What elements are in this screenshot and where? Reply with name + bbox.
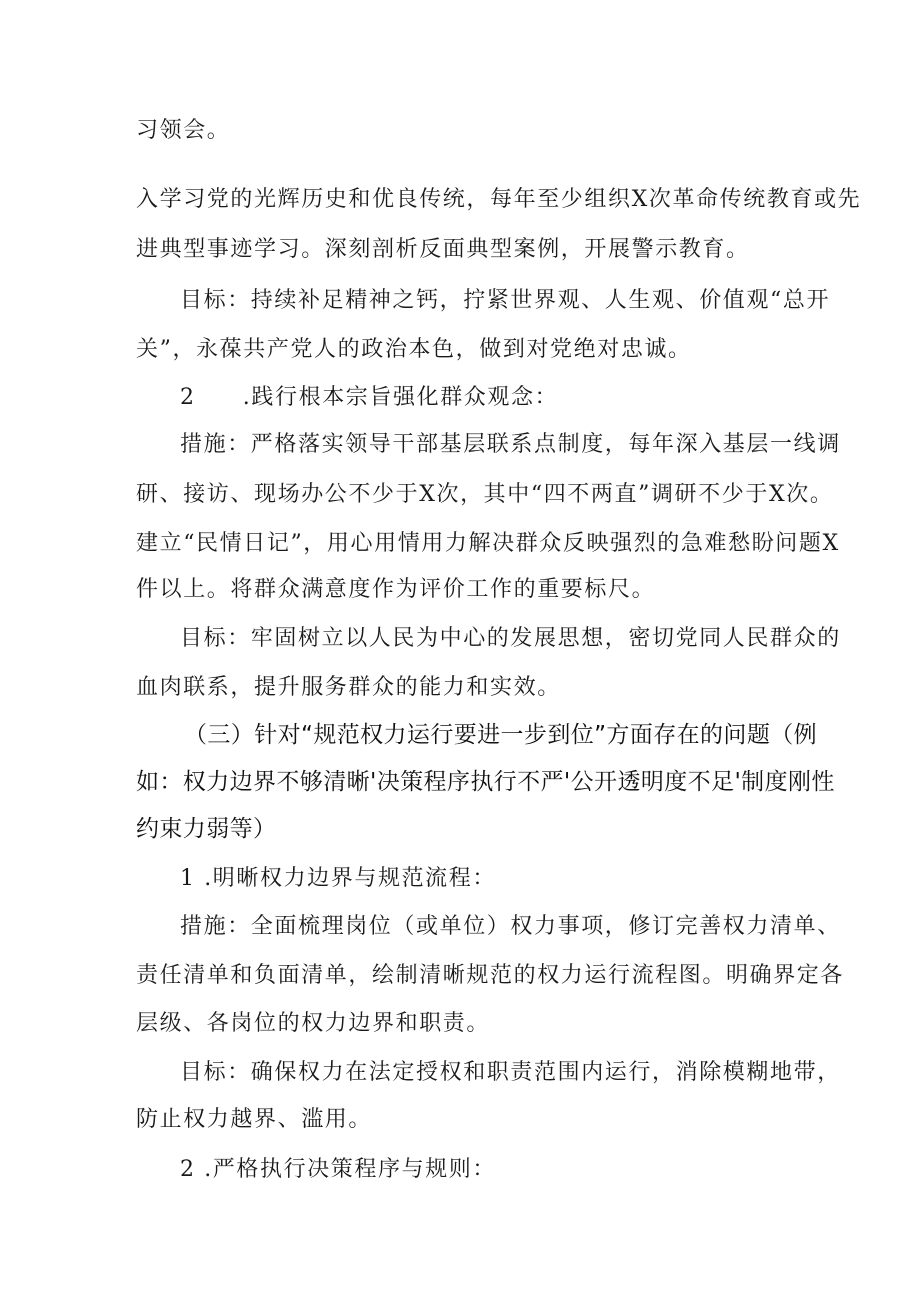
paragraph-line: 入学习党的光辉历史和优良传统，每年至少组织X次革命传统教育或先 (136, 187, 862, 212)
paragraph-line: 责任清单和负面清单，绘制清晰规范的权力运行流程图。明确界定各 (136, 963, 845, 988)
paragraph-line: 件以上。将群众满意度作为评价工作的重要标尺。 (136, 577, 656, 602)
section-heading-line: （三）针对“规范权力运行要进一步到位”方面存在的问题（例 (184, 722, 818, 748)
section-subtitle: 1 .明晰权力边界与规范流程： (180, 866, 496, 891)
section-heading-line: 如：权力边界不够清晰'决策程序执行不严'公开透明度不足'制度刚性 (136, 769, 835, 795)
paragraph-line: 习领会。 (136, 118, 231, 143)
paragraph-line: 建立“民情日记”，用心用情用力解决群众反映强烈的急难愁盼问题X (136, 531, 840, 556)
paragraph-line: 防止权力越界、滥用。 (136, 1107, 373, 1132)
paragraph-line: 层级、各岗位的权力边界和职责。 (136, 1011, 491, 1036)
paragraph-line: 关”，永葆共产党人的政治本色，做到对党绝对忠诚。 (136, 337, 692, 362)
section-heading-line: 约束力弱等） (136, 816, 277, 842)
section-subtitle: 2 .践行根本宗旨强化群众观念： (180, 385, 559, 410)
paragraph-line: 进典型事迹学习。深刻剖析反面典型案例，开展警示教育。 (136, 237, 750, 262)
paragraph-line: 措施：全面梳理岗位（或单位）权力事项，修订完善权力清单、 (180, 914, 841, 939)
paragraph-line: 血肉联系，提升服务群众的能力和实效。 (136, 675, 561, 700)
paragraph-line: 目标：确保权力在法定授权和职责范围内运行，消除模糊地带， (180, 1060, 841, 1085)
section-subtitle: 2 .严格执行决策程序与规则： (180, 1157, 496, 1182)
paragraph-line: 目标：持续补足精神之钙，拧紧世界观、人生观、价值观“总开 (180, 288, 831, 313)
paragraph-line: 目标：牢固树立以人民为中心的发展思想，密切党同人民群众的 (180, 626, 841, 651)
paragraph-line: 研、接访、现场办公不少于X次，其中“四不两直”调研不少于X次。 (136, 482, 834, 507)
paragraph-line: 措施：严格落实领导干部基层联系点制度，每年深入基层一线调 (180, 432, 841, 457)
